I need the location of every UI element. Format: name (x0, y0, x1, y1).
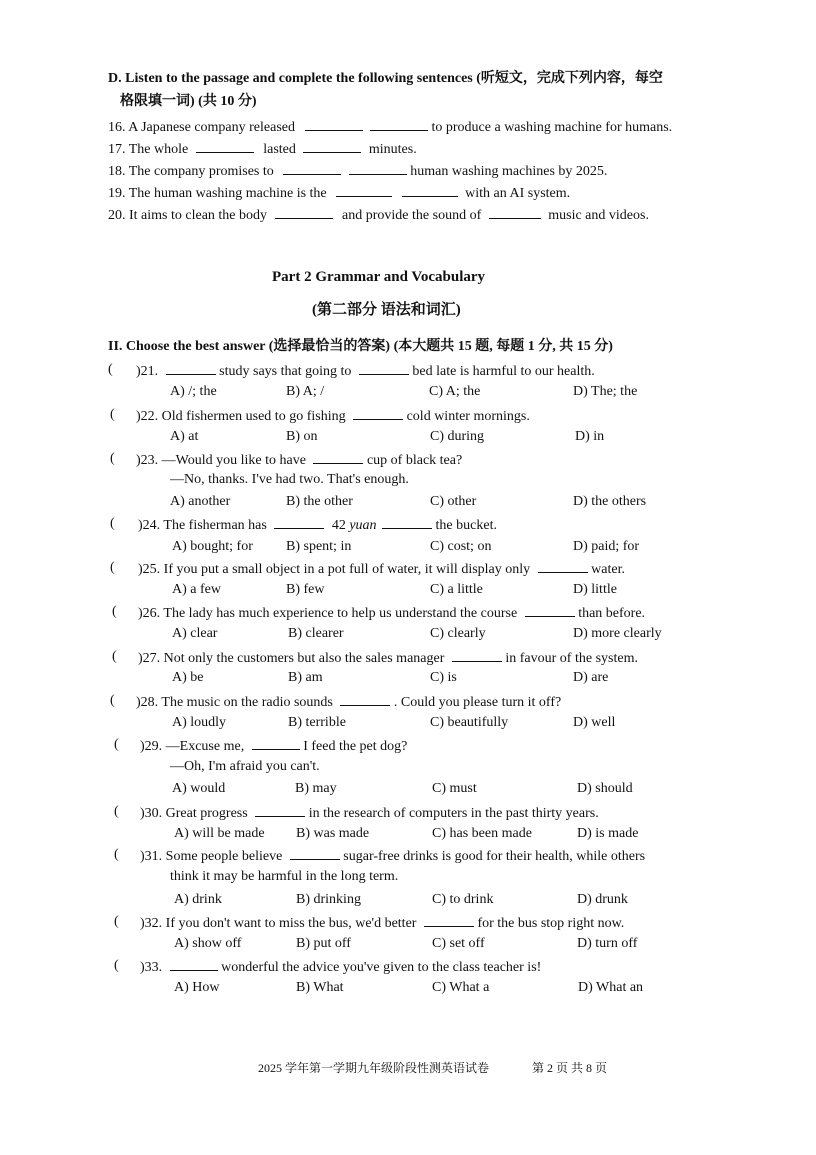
item-20-text-a: 20. It aims to clean the body (108, 208, 268, 223)
q22-option-d[interactable]: D) in (575, 429, 605, 444)
section-d-heading-line1: D. Listen to the passage and complete the following sentences (听短文，完成下列内容，每空 (108, 71, 663, 86)
q25-option-c[interactable]: C) a little (430, 582, 483, 597)
q33-text-b: wonderful the advice you've given to the class teacher is! (221, 960, 542, 975)
blank[interactable] (290, 847, 340, 860)
blank[interactable] (353, 407, 403, 420)
q25-option-d[interactable]: D) little (573, 582, 617, 597)
q32-text-b: for the bus stop right now. (477, 916, 625, 931)
q31-text-b: sugar-free drinks is good for their health, while others (343, 849, 646, 864)
question-22 (136, 407, 530, 425)
blank[interactable] (340, 693, 390, 706)
q33-option-b[interactable]: B) What (296, 980, 344, 995)
q33-option-a[interactable]: A) How (174, 980, 220, 995)
q30-stem: )30. Great progress (140, 806, 248, 821)
item-17-text-b: lasted (263, 142, 296, 157)
q30-option-a[interactable]: A) will be made (174, 826, 265, 841)
item-20 (108, 206, 649, 224)
item-16 (108, 118, 672, 136)
blank[interactable] (359, 362, 409, 375)
question-30 (140, 804, 599, 822)
q22-text-b: cold winter mornings. (406, 409, 530, 424)
q26-option-c[interactable]: C) clearly (430, 626, 486, 641)
answer-paren[interactable]: ( (110, 560, 115, 575)
answer-paren[interactable]: ( (114, 914, 119, 929)
blank[interactable] (274, 516, 324, 529)
blank[interactable] (196, 140, 254, 153)
q21-option-b[interactable]: B) A; / (286, 384, 325, 399)
blank[interactable] (489, 206, 541, 219)
q23-text-b: cup of black tea? (366, 453, 463, 468)
q31-line2: think it may be harmful in the long term. (170, 869, 399, 884)
q22-stem: )22. Old fishermen used to go fishing (136, 409, 346, 424)
question-28 (136, 693, 561, 711)
blank[interactable] (303, 140, 361, 153)
item-18-text-b: human washing machines by 2025. (410, 164, 608, 179)
q24-stem: )24. The fisherman has (138, 518, 267, 533)
section-ii-heading: II. Choose the best answer (选择最恰当的答案) (本大题共 15 题, 每题 1 分, 共 15 分) (108, 339, 613, 354)
q25-text-b: water. (591, 562, 625, 577)
question-23 (136, 451, 462, 469)
q28-option-c[interactable]: C) beautifully (430, 715, 509, 730)
blank[interactable] (370, 118, 428, 131)
answer-paren[interactable]: ( (114, 847, 119, 862)
q32-stem: )32. If you don't want to miss the bus, we'd better (140, 916, 417, 931)
answer-paren[interactable]: ( (112, 649, 117, 664)
q30-option-d[interactable]: D) is made (577, 826, 639, 841)
q24-yuan: yuan (349, 518, 377, 533)
q32-option-d[interactable]: D) turn off (577, 936, 638, 951)
q28-option-a[interactable]: A) loudly (172, 715, 227, 730)
q26-option-b[interactable]: B) clearer (288, 626, 344, 641)
q33-stem: )33. (140, 960, 163, 975)
item-17-text-c: minutes. (368, 142, 417, 157)
question-25 (138, 560, 625, 578)
item-19-text-a: 19. The human washing machine is the (108, 186, 327, 201)
item-20-text-b: and provide the sound of (342, 208, 482, 223)
q24-option-d[interactable]: D) paid; for (573, 539, 640, 554)
item-18-text-a: 18. The company promises to (108, 164, 274, 179)
q28-option-d[interactable]: D) well (573, 715, 616, 730)
q26-text-b: than before. (578, 606, 646, 621)
q25-stem: )25. If you put a small object in a pot full of water, it will display only (138, 562, 531, 577)
item-19-text-b: with an AI system. (465, 186, 571, 201)
q29-line2: —Oh, I'm afraid you can't. (170, 759, 320, 774)
q27-option-b[interactable]: B) am (288, 670, 323, 685)
question-33 (140, 958, 541, 976)
q23-option-c[interactable]: C) other (430, 494, 477, 509)
question-31 (140, 847, 645, 865)
question-29 (140, 737, 407, 755)
answer-paren[interactable]: ( (110, 407, 115, 422)
item-17-text-a: 17. The whole (108, 142, 189, 157)
item-18 (108, 162, 607, 180)
q26-option-d[interactable]: D) more clearly (573, 626, 662, 641)
q29-text-b: I feed the pet dog? (303, 739, 408, 754)
q23-option-b[interactable]: B) the other (286, 494, 353, 509)
q29-option-c[interactable]: C) must (432, 781, 477, 796)
q31-stem: )31. Some people believe (140, 849, 283, 864)
item-16-text-b: to produce a washing machine for humans. (431, 120, 673, 135)
blank[interactable] (255, 804, 305, 817)
item-17 (108, 140, 417, 158)
q23-line2: —No, thanks. I've had two. That's enough. (170, 472, 409, 487)
q28-stem: )28. The music on the radio sounds (136, 695, 333, 710)
q21-stem: )21. (136, 364, 159, 379)
q24-option-b[interactable]: B) spent; in (286, 539, 352, 554)
q22-option-a[interactable]: A) at (170, 429, 199, 444)
blank[interactable] (452, 649, 502, 662)
q23-stem: )23. —Would you like to have (136, 453, 306, 468)
q21-option-c[interactable]: C) A; the (429, 384, 481, 399)
q23-option-a[interactable]: A) another (170, 494, 231, 509)
q30-option-b[interactable]: B) was made (296, 826, 370, 841)
answer-paren[interactable]: ( (110, 693, 115, 708)
q31-option-a[interactable]: A) drink (174, 892, 222, 907)
blank[interactable] (275, 206, 333, 219)
answer-paren[interactable]: ( (112, 604, 117, 619)
blank[interactable] (336, 184, 392, 197)
question-26 (138, 604, 645, 622)
q21-text-b: bed late is harmful to our health. (412, 364, 595, 379)
q22-option-b[interactable]: B) on (286, 429, 318, 444)
q31-option-d[interactable]: D) drunk (577, 892, 628, 907)
blank[interactable] (525, 604, 575, 617)
q31-option-c[interactable]: C) to drink (432, 892, 494, 907)
answer-paren[interactable]: ( (114, 737, 119, 752)
q29-option-b[interactable]: B) may (295, 781, 337, 796)
q30-option-c[interactable]: C) has been made (432, 826, 532, 841)
blank[interactable] (349, 162, 407, 175)
q32-option-b[interactable]: B) put off (296, 936, 351, 951)
q24-amount: 42 (331, 518, 346, 533)
part-2-title: Part 2 Grammar and Vocabulary (272, 269, 486, 285)
q32-option-a[interactable]: A) show off (174, 936, 242, 951)
q22-option-c[interactable]: C) during (430, 429, 485, 444)
q23-option-d[interactable]: D) the others (573, 494, 647, 509)
q25-option-b[interactable]: B) few (286, 582, 325, 597)
q27-option-d[interactable]: D) are (573, 670, 609, 685)
footer-exam-title: 2025 学年第一学期九年级阶段性测英语试卷 (258, 1061, 490, 1075)
q29-option-a[interactable]: A) would (172, 781, 226, 796)
blank[interactable] (538, 560, 588, 573)
q26-stem: )26. The lady has much experience to help us understand the course (138, 606, 518, 621)
q33-option-c[interactable]: C) What a (432, 980, 490, 995)
item-16-text-a: 16. A Japanese company released (108, 120, 295, 135)
item-20-text-c: music and videos. (548, 208, 649, 223)
q24-text-c: the bucket. (435, 518, 497, 533)
q27-option-a[interactable]: A) be (172, 670, 204, 685)
question-32 (140, 914, 624, 932)
q27-stem: )27. Not only the customers but also the sales manager (138, 651, 445, 666)
blank[interactable] (252, 737, 300, 750)
q24-option-a[interactable]: A) bought; for (172, 539, 253, 554)
q28-text-b: . Could you please turn it off? (393, 695, 562, 710)
q25-option-a[interactable]: A) a few (172, 582, 221, 597)
q29-stem: )29. —Excuse me, (140, 739, 245, 754)
question-27 (138, 649, 638, 667)
q31-option-b[interactable]: B) drinking (296, 892, 361, 907)
blank[interactable] (402, 184, 458, 197)
q27-option-c[interactable]: C) is (430, 670, 457, 685)
blank[interactable] (170, 958, 218, 971)
q24-option-c[interactable]: C) cost; on (430, 539, 492, 554)
q29-option-d[interactable]: D) should (577, 781, 633, 796)
blank[interactable] (382, 516, 432, 529)
q21-text-a: study says that going to (219, 364, 352, 379)
question-24 (138, 516, 497, 534)
item-19 (108, 184, 570, 202)
blank[interactable] (305, 118, 363, 131)
answer-paren[interactable]: ( (108, 362, 113, 377)
blank[interactable] (313, 451, 363, 464)
q30-text-b: in the research of computers in the past thirty years. (308, 806, 599, 821)
answer-paren[interactable]: ( (114, 804, 119, 819)
answer-paren[interactable]: ( (110, 451, 115, 466)
answer-paren[interactable]: ( (110, 516, 115, 531)
footer-page-number: 第 2 页 共 8 页 (532, 1061, 608, 1075)
q21-option-a[interactable]: A) /; the (170, 384, 217, 399)
q28-option-b[interactable]: B) terrible (288, 715, 346, 730)
q32-option-c[interactable]: C) set off (432, 936, 485, 951)
section-d-heading-line2: 格限填一词) (共 10 分) (120, 94, 257, 109)
q27-text-b: in favour of the system. (505, 651, 638, 666)
question-21 (136, 362, 595, 380)
answer-paren[interactable]: ( (114, 958, 119, 973)
blank[interactable] (166, 362, 216, 375)
q33-option-d[interactable]: D) What an (578, 980, 644, 995)
q26-option-a[interactable]: A) clear (172, 626, 218, 641)
blank[interactable] (283, 162, 341, 175)
blank[interactable] (424, 914, 474, 927)
q21-option-d[interactable]: D) The; the (573, 384, 638, 399)
part-2-subtitle: (第二部分 语法和词汇) (312, 302, 461, 318)
